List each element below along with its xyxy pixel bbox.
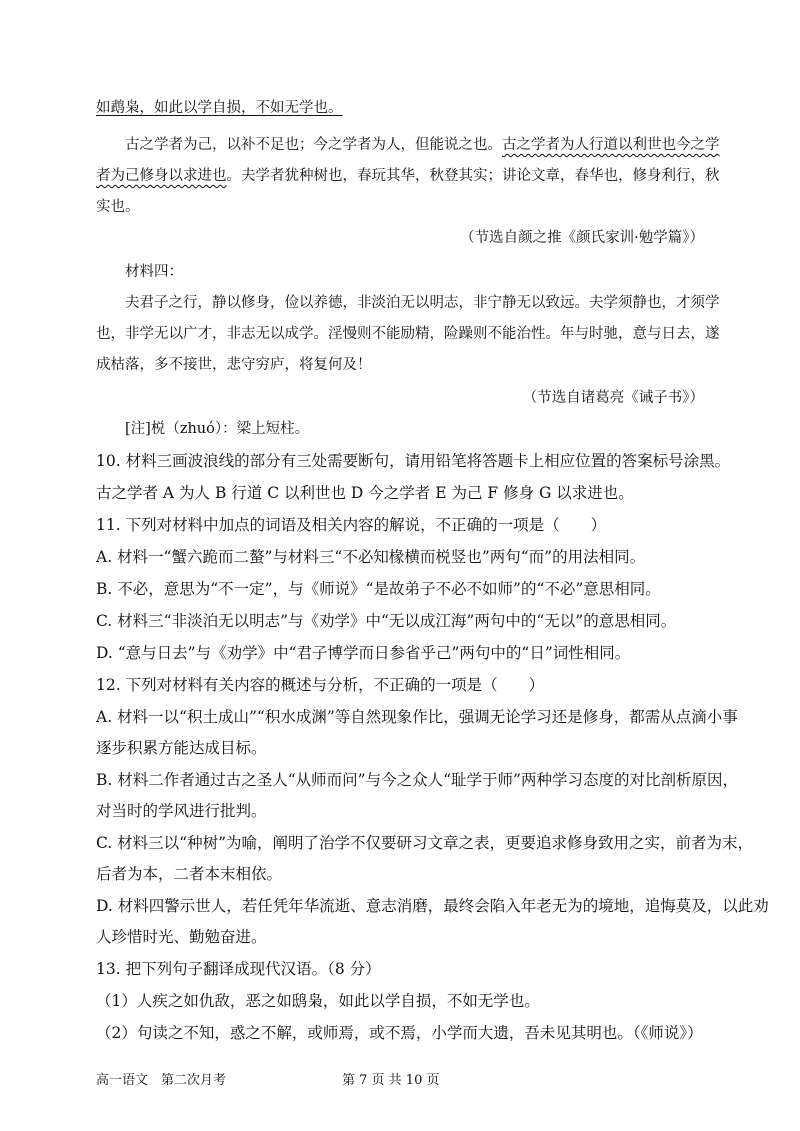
mat4-source: （节选自诸葛亮《诫子书》） <box>522 390 704 406</box>
q12-option-c-line2: 后者为本，二者本末相依。 <box>96 865 283 883</box>
mat3-line3 <box>96 165 720 187</box>
q11-option-b: B. 不必，意思为“不一定”，与《师说》“是故弟子不必不如师”的“不必”意思相同。 <box>96 580 661 598</box>
mat4-title: 材料四： <box>125 264 183 280</box>
q13-sentence-2: （2）句读之不知，惑之不解，或师焉，或不焉，小学而大遗，吾未见其明也。（《师说》） <box>96 1024 703 1042</box>
mat4-line2: 也，非学无以广才，非志无以成学。淫慢则不能励精，险躁则不能治性。年与时驰，意与日去，遂 <box>96 326 720 342</box>
mat3-line1-text: 如鹉枭，如此以学自损，不如无学也。 <box>96 100 343 116</box>
mat4-line3: 成枯落，多不接世，悲守穷庐，将复何及！ <box>96 357 372 373</box>
q11-stem: 11. 下列对材料中加点的词语及相关内容的解说，不正确的一项是（ ） <box>96 516 607 534</box>
mat3-line2 <box>125 134 720 156</box>
mat3-line3-rest: 。夫学者犹种树也，春玩其华，秋登其实；讲论文章，春华也，修身利行，秋 <box>226 168 720 184</box>
mat3-line3-wavy: 者为己修身以求进也 <box>96 168 227 184</box>
q12-option-a-line1: A. 材料一以“积土成山”“积水成渊”等自然现象作比，强调无论学习还是修身，都需从点滴小事 <box>96 708 738 726</box>
mat3-line4: 实也。 <box>96 199 140 215</box>
q11-option-d: D. “意与日去”与《劝学》中“君子博学而日参省乎己”两句中的“日”词性相同。 <box>96 644 631 662</box>
q12-option-b-line1: B. 材料二作者通过古之圣人“从师而问”与今之众人“耻学于师”两种学习态度的对比剖析原因， <box>96 771 738 789</box>
footer-page-number: 第 7 页 共 10 页 <box>342 1073 440 1088</box>
q11-option-c: C. 材料三“非淡泊无以明志”与《劝学》中“无以成江海”两句中的“无以”的意思相同。 <box>96 612 677 630</box>
mat3-line2-plain: 古之学者为己，以补不足也；今之学者为人，但能说之也。 <box>125 137 502 153</box>
footer-exam-name: 高一语文 第二次月考 <box>96 1073 227 1088</box>
q12-option-d-line1: D. 材料四警示世人，若任凭年华流逝、意志消磨，最终会陷入年老无为的境地，追悔莫及，以此劝 <box>96 897 769 915</box>
q12-option-b-line2: 对当时的学风进行批判。 <box>96 802 267 820</box>
mat3-line2-wavy: 古之学者为人行道以利世也今之学 <box>502 137 720 153</box>
q12-option-a-line2: 逐步积累方能达成目标。 <box>96 739 267 757</box>
q12-stem: 12. 下列对材料有关内容的概述与分析，不正确的一项是（ ） <box>96 676 545 694</box>
q11-option-a: A. 材料一“蟹六跪而二螯”与材料三“不必知椽横而棁竖也”两句“而”的用法相同。 <box>96 548 646 566</box>
q10-stem: 10. 材料三画波浪线的部分有三处需要断句，请用铅笔将答题卡上相应位置的答案标号涂黑。 <box>96 452 731 470</box>
note: [注]棁（zhuó）：梁上短柱。 <box>125 421 310 437</box>
q12-option-d-line2: 人珍惜时光、勤勉奋进。 <box>96 928 267 946</box>
q10-text: 古之学者 A 为人 B 行道 C 以利世也 D 今之学者 E 为己 F 修身 G 以求进也。 <box>96 484 634 502</box>
q13-stem: 13. 把下列句子翻译成现代汉语。（8 分） <box>96 960 381 978</box>
mat3-source: （节选自颜之推《颜氏家训·勉学篇》） <box>460 230 704 246</box>
q13-sentence-1: （1）人疾之如仇敌，恶之如鸱枭，如此以学自损，不如无学也。 <box>96 992 540 1010</box>
mat4-line1: 夫君子之行，静以修身，俭以养德，非淡泊无以明志，非宁静无以致远。夫学须静也，才须学 <box>125 295 720 311</box>
mat3-line1 <box>96 97 343 119</box>
q12-option-c-line1: C. 材料三以“种树”为喻，阐明了治学不仅要研习文章之表，更要追求修身致用之实，前者为末， <box>96 834 754 852</box>
